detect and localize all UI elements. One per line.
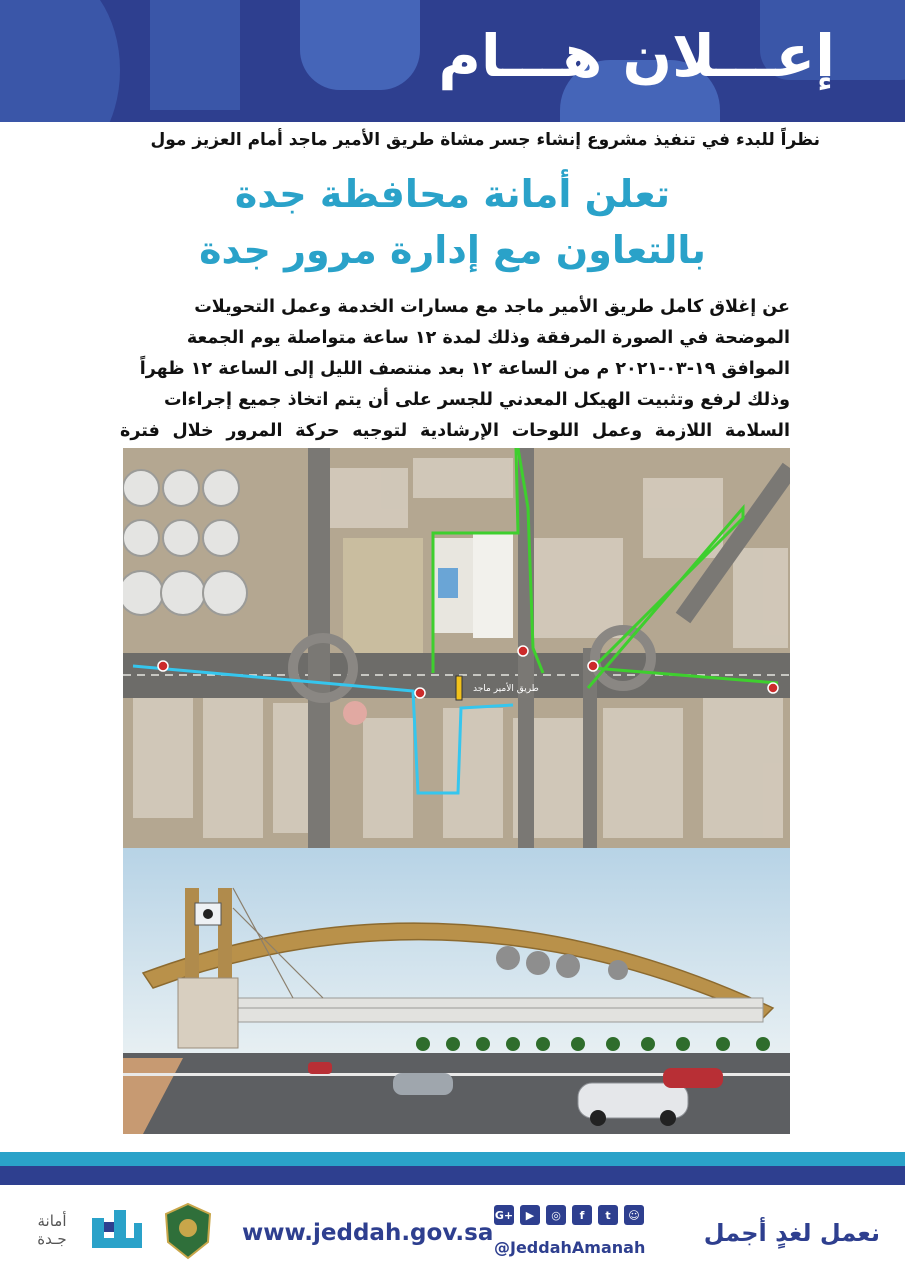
body-line: عن إغلاق كامل طريق الأمير ماجد مع مسارات الخدمة وعمل التحويلات [194,297,790,317]
youtube-icon[interactable]: ▶ [520,1205,540,1225]
traffic-police-emblem-icon [162,1202,214,1260]
snapchat-icon[interactable]: ☺ [624,1205,644,1225]
amanah-logo-text: أمانة جـدة [37,1212,67,1248]
bridge-graphic [123,848,790,1134]
intro-text: نظراً للبدء في تنفيذ مشروع إنشاء جسر مشاة طريق الأمير ماجد أمام العزيز مول [150,130,820,150]
header-banner [0,0,905,122]
headline-line-1: تعلن أمانة محافظة جدة [234,172,671,216]
body-line: وذلك لرفع وتثبيت الهيكل المعدني للجسر على أن يتم اتخاذ جميع إجراءات [163,390,790,410]
footer-band-teal [0,1152,905,1166]
social-handle[interactable]: @JeddahAmanah [494,1238,646,1257]
instagram-icon[interactable]: ◎ [546,1205,566,1225]
bridge-rendering [123,848,790,1134]
social-icons [494,1205,644,1225]
body-line: السلامة اللازمة وعمل اللوحات الإرشادية لتوجيه حركة المرور خلال فترة [120,421,790,441]
closure-map [123,448,790,848]
map-graphic [123,448,790,848]
slogan: نعمل لغدٍ أجمل [703,1219,880,1247]
body-line: الموافق ١٩-٠٣-٢٠٢١ م من الساعة ١٢ بعد منتصف الليل إلى الساعة ١٢ ظهراً [139,359,790,379]
website-link[interactable]: www.jeddah.gov.sa [242,1220,494,1246]
facebook-icon[interactable]: f [572,1205,592,1225]
map-road-label: طريق الأمير ماجد [473,684,539,694]
amanah-logo-icon [86,1198,146,1258]
twitter-icon[interactable]: t [598,1205,618,1225]
body-line: الموضحة في الصورة المرفقة وذلك لمدة ١٢ ساعة متواصلة يوم الجمعة [186,328,790,348]
google-plus-icon[interactable]: G+ [494,1205,514,1225]
footer-band-navy [0,1166,905,1185]
headline-line-2: بالتعاون مع إدارة مرور جدة [199,228,706,272]
header-title: إعـــلان هـــام [438,22,835,90]
